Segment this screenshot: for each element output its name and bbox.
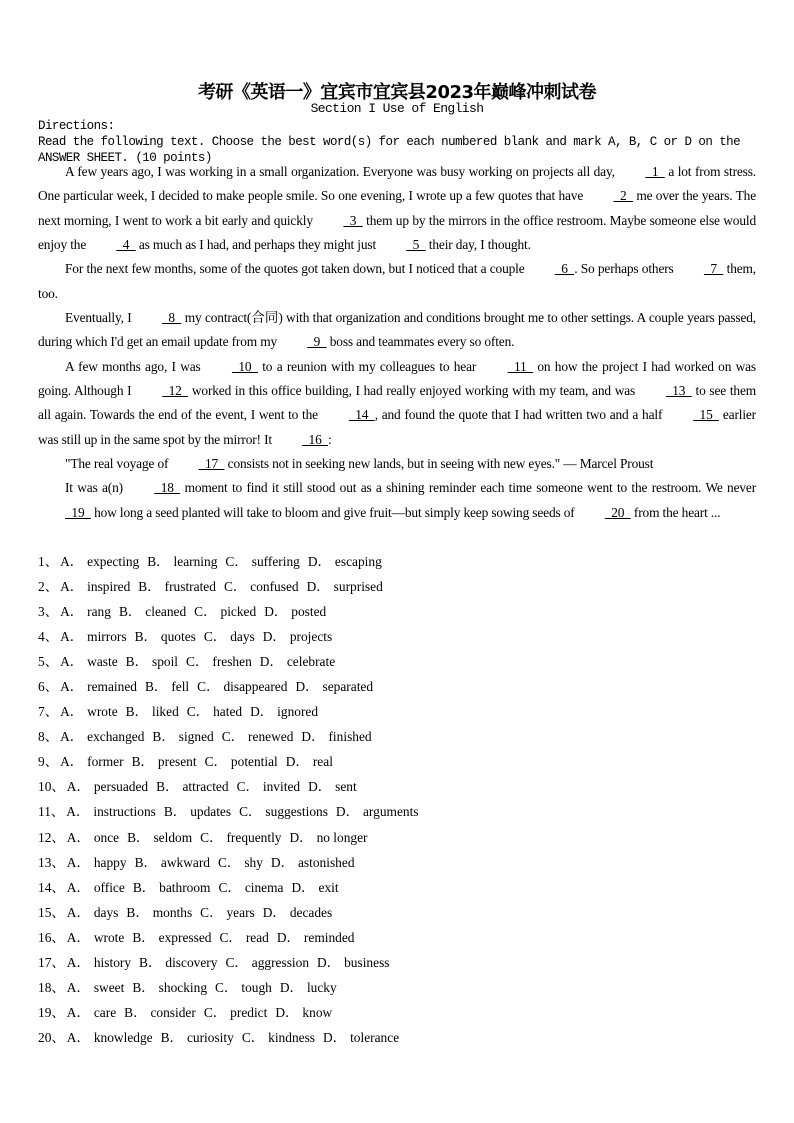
option-text: renewed — [248, 729, 294, 745]
option-letter: B． — [134, 854, 157, 870]
option-text: expecting — [87, 554, 140, 569]
passage-paragraph: A few months ago, I was 10 to a reunion with my colleagues to hear 11 on how the project I had worked on was going. Although I 12 worked in this office building, I had really enjoyed working with my team, and was 13 to see them all again. Towards the end of the event, I went to the 14 , and found the quote that I had written two and a half 15 earlier was still up in the same spot by the mirror! It 16 : — [38, 355, 756, 452]
option-text: history — [93, 954, 132, 970]
option-text: present — [157, 754, 197, 770]
passage-paragraph: A few years ago, I was working in a small organization. Everyone was busy working on projects all day, 1 a lot from stress. One particular week, I decided to make people smile. So one evening, I wrote up a few quotes that have 2 me over the years. The next morning, I went to work a bit early and quickly 3 them up by the mirrors in the office restroom. Maybe someone else would enjoy the 4 as much as I had, and perhaps they might just 5 their day, I thought. — [38, 160, 756, 257]
option-text: lucky — [306, 979, 337, 995]
option-letter: B． — [118, 604, 142, 620]
option-letter: D． — [335, 804, 359, 820]
question-1 — [38, 549, 419, 574]
option-text: expressed — [158, 929, 212, 945]
option-letter: A． — [60, 579, 84, 595]
option-letter: A． — [66, 829, 90, 845]
blank-18: 18 — [154, 480, 181, 496]
option-letter: C． — [200, 904, 223, 920]
option-text: posted — [291, 604, 327, 620]
question-8 — [38, 724, 419, 749]
passage-paragraph: "The real voyage of 17 consists not in seeking new lands, but in seeing with new eyes." — Marcel Proust — [38, 452, 756, 476]
option-text: waste — [87, 654, 118, 670]
option-text: decades — [289, 904, 333, 920]
question-18 — [38, 975, 419, 1000]
blank-16: 16 — [302, 431, 329, 447]
option-letter: C． — [200, 829, 223, 845]
option-text: quotes — [160, 629, 196, 645]
option-text: frequently — [226, 829, 282, 845]
blank-13: 13 — [665, 383, 692, 399]
option-letter: A． — [60, 679, 84, 695]
option-text: know — [302, 1004, 333, 1020]
option-letter: C． — [203, 1004, 227, 1020]
option-letter: B． — [144, 679, 168, 695]
section-title: Section I Use of English — [310, 101, 484, 116]
blank-12: 12 — [162, 383, 189, 399]
question-number: 13、 — [38, 854, 65, 870]
option-letter: D． — [307, 554, 331, 569]
blank-19: 19 — [65, 504, 91, 520]
option-letter: D． — [285, 754, 309, 770]
blank-6: 6 — [554, 261, 575, 277]
option-letter: A． — [60, 654, 84, 670]
option-text: astonished — [297, 854, 355, 870]
option-letter: A． — [66, 804, 90, 820]
option-text: instructions — [93, 804, 156, 820]
blank-7: 7 — [703, 261, 724, 277]
blank-5: 5 — [406, 237, 426, 253]
question-7 — [38, 699, 419, 724]
question-number: 2、 — [38, 579, 59, 595]
question-12 — [38, 825, 419, 850]
option-text: sweet — [93, 979, 125, 995]
option-letter: D． — [308, 779, 332, 795]
option-text: celebrate — [286, 654, 336, 670]
option-letter: B． — [160, 1029, 183, 1045]
option-text: sent — [335, 779, 357, 795]
option-text: business — [344, 954, 390, 970]
option-letter: A． — [60, 729, 84, 745]
option-letter: D． — [262, 629, 286, 645]
option-text: surprised — [333, 579, 383, 595]
option-text: predict — [230, 1004, 268, 1020]
option-letter: C． — [186, 704, 210, 720]
blank-15: 15 — [693, 407, 720, 423]
option-letter: D． — [264, 604, 288, 620]
question-options-list — [38, 549, 419, 1050]
question-20 — [38, 1025, 419, 1050]
option-letter: B． — [163, 804, 187, 820]
question-number: 5、 — [38, 654, 59, 670]
option-text: projects — [289, 629, 333, 645]
option-letter: D． — [289, 829, 313, 845]
option-text: seldom — [153, 829, 193, 845]
option-letter: A． — [60, 704, 84, 720]
option-letter: C． — [239, 804, 262, 820]
option-text: tolerance — [350, 1029, 400, 1045]
option-letter: C． — [194, 604, 217, 620]
option-letter: A． — [60, 629, 84, 645]
directions-text: Read the following text. Choose the best word(s) for each numbered blank and mark A, B, C or D on the ANSWER SHEET. (10 points) — [38, 135, 741, 165]
option-letter: B． — [138, 579, 161, 595]
blank-17: 17 — [198, 456, 225, 472]
option-letter: D． — [270, 854, 294, 870]
question-2 — [38, 574, 419, 599]
option-letter: C． — [223, 579, 247, 595]
option-text: attracted — [182, 779, 229, 795]
option-letter: D． — [323, 1029, 347, 1045]
option-text: freshen — [212, 654, 252, 670]
option-text: once — [93, 829, 120, 845]
option-text: suffering — [251, 554, 300, 569]
option-letter: C． — [186, 654, 209, 670]
question-number: 15、 — [38, 904, 65, 920]
option-letter: B． — [139, 954, 162, 970]
option-letter: C． — [217, 854, 241, 870]
option-letter: B． — [147, 554, 170, 569]
blank-14: 14 — [348, 407, 375, 423]
option-letter: A． — [66, 979, 90, 995]
option-letter: A． — [66, 1029, 90, 1045]
option-letter: B． — [134, 629, 157, 645]
option-text: ignored — [277, 704, 319, 720]
option-letter: A． — [60, 554, 84, 569]
option-text: suggestions — [265, 804, 328, 820]
question-5 — [38, 649, 419, 674]
option-letter: D． — [276, 929, 300, 945]
blank-9: 9 — [307, 334, 327, 350]
question-number: 18、 — [38, 979, 65, 995]
option-letter: D． — [301, 729, 325, 745]
directions-label: Directions: — [38, 119, 115, 133]
option-letter: D． — [317, 954, 341, 970]
blank-20: 20 — [604, 504, 631, 520]
option-text: former — [87, 754, 124, 770]
option-text: cinema — [244, 879, 284, 895]
option-text: cleaned — [145, 604, 187, 620]
option-text: signed — [178, 729, 214, 745]
option-text: years — [226, 904, 255, 920]
question-number: 12、 — [38, 829, 65, 845]
option-letter: D． — [275, 1004, 299, 1020]
question-number: 17、 — [38, 954, 65, 970]
option-text: escaping — [334, 554, 382, 569]
option-text: tough — [241, 979, 272, 995]
question-number: 19、 — [38, 1004, 65, 1020]
option-text: inspired — [87, 579, 131, 595]
question-number: 16、 — [38, 929, 65, 945]
question-16 — [38, 925, 419, 950]
question-6 — [38, 674, 419, 699]
option-text: reminded — [303, 929, 355, 945]
option-letter: C． — [204, 754, 227, 770]
question-number: 9、 — [38, 754, 59, 770]
option-letter: B． — [127, 829, 150, 845]
option-letter: B． — [131, 754, 154, 770]
option-letter: B． — [132, 929, 155, 945]
question-17 — [38, 950, 419, 975]
option-letter: A． — [66, 879, 90, 895]
option-letter: C． — [219, 929, 242, 945]
option-text: aggression — [251, 954, 310, 970]
option-text: disappeared — [223, 679, 288, 695]
option-text: potential — [230, 754, 278, 770]
question-number: 14、 — [38, 879, 65, 895]
option-text: frustrated — [164, 579, 216, 595]
blank-10: 10 — [231, 358, 258, 374]
option-letter: C． — [218, 879, 241, 895]
option-letter: D． — [279, 979, 303, 995]
option-letter: A． — [66, 779, 90, 795]
option-text: hated — [213, 704, 243, 720]
option-text: shocking — [158, 979, 208, 995]
option-text: arguments — [362, 804, 419, 820]
blank-11: 11 — [507, 358, 533, 374]
cloze-passage — [38, 160, 756, 525]
option-text: learning — [173, 554, 218, 569]
question-9 — [38, 749, 419, 774]
option-text: rang — [87, 604, 111, 620]
question-10 — [38, 774, 419, 799]
blank-2: 2 — [613, 188, 633, 204]
option-letter: C． — [197, 679, 220, 695]
option-letter: B． — [132, 879, 156, 895]
option-text: confused — [250, 579, 299, 595]
question-4 — [38, 624, 419, 649]
blank-1: 1 — [645, 164, 665, 179]
option-text: wrote — [87, 704, 118, 720]
option-letter: B． — [125, 654, 148, 670]
option-letter: C． — [241, 1029, 265, 1045]
option-text: persuaded — [93, 779, 149, 795]
question-14 — [38, 875, 419, 900]
option-text: shy — [244, 854, 263, 870]
question-number: 4、 — [38, 629, 59, 645]
option-text: updates — [190, 804, 232, 820]
question-number: 20、 — [38, 1029, 65, 1045]
option-text: exit — [318, 879, 339, 895]
question-number: 1、 — [38, 554, 59, 569]
option-text: knowledge — [93, 1029, 153, 1045]
option-text: days — [230, 629, 255, 645]
option-text: real — [312, 754, 333, 770]
question-number: 8、 — [38, 729, 59, 745]
option-text: kindness — [268, 1029, 316, 1045]
option-letter: B． — [125, 704, 148, 720]
passage-paragraph: For the next few months, some of the quotes got taken down, but I noticed that a couple 6 . So perhaps others 7 them, too. — [38, 257, 756, 306]
option-text: spoil — [151, 654, 179, 670]
option-letter: D． — [291, 879, 315, 895]
option-letter: C． — [215, 979, 238, 995]
option-letter: A． — [66, 904, 90, 920]
option-letter: D． — [259, 654, 283, 670]
option-letter: B． — [132, 979, 155, 995]
question-19 — [38, 1000, 419, 1025]
option-letter: B． — [156, 779, 179, 795]
option-text: consider — [150, 1004, 196, 1020]
question-number: 10、 — [38, 779, 65, 795]
option-text: days — [93, 904, 119, 920]
option-text: separated — [322, 679, 374, 695]
option-text: invited — [262, 779, 301, 795]
question-number: 11、 — [38, 804, 65, 820]
option-text: remained — [87, 679, 137, 695]
blank-8: 8 — [161, 310, 182, 326]
question-number: 7、 — [38, 704, 59, 720]
option-text: fell — [171, 679, 190, 695]
option-text: finished — [328, 729, 372, 745]
option-letter: C． — [203, 629, 227, 645]
option-text: bathroom — [159, 879, 211, 895]
option-text: awkward — [160, 854, 210, 870]
option-text: happy — [93, 854, 127, 870]
option-letter: D． — [295, 679, 319, 695]
option-text: exchanged — [87, 729, 145, 745]
question-number: 3、 — [38, 604, 59, 620]
option-text: liked — [151, 704, 179, 720]
option-text: office — [93, 879, 125, 895]
question-15 — [38, 900, 419, 925]
option-text: wrote — [93, 929, 125, 945]
passage-paragraph: It was a(n) 18 moment to find it still stood out as a shining reminder each time someone went to the restroom. We never 19 how long a seed planted will take to bloom and give fruit—but simply keep sowing seeds of 20 from the heart ... — [38, 476, 756, 525]
option-letter: C． — [225, 954, 248, 970]
option-letter: C． — [221, 729, 245, 745]
option-text: read — [245, 929, 269, 945]
blank-4: 4 — [116, 237, 136, 253]
option-letter: B． — [124, 1004, 147, 1020]
option-letter: A． — [66, 929, 90, 945]
question-3 — [38, 599, 419, 624]
option-letter: B． — [152, 729, 175, 745]
option-letter: C． — [225, 554, 248, 569]
option-text: care — [93, 1004, 117, 1020]
passage-paragraph: Eventually, I 8 my contract(合同) with that organization and conditions brought me to other settings. A couple years passed, during which I'd get an email update from my 9 boss and teammates every so often. — [38, 306, 756, 355]
question-11 — [38, 799, 419, 824]
option-letter: A． — [66, 954, 90, 970]
option-text: mirrors — [87, 629, 127, 645]
question-number: 6、 — [38, 679, 59, 695]
option-letter: D． — [250, 704, 274, 720]
option-letter: C． — [236, 779, 259, 795]
option-letter: A． — [66, 1004, 90, 1020]
option-letter: A． — [60, 604, 84, 620]
option-text: discovery — [165, 954, 218, 970]
option-text: curiosity — [186, 1029, 234, 1045]
option-text: no longer — [316, 829, 368, 845]
option-letter: A． — [66, 854, 90, 870]
option-text: picked — [220, 604, 257, 620]
option-letter: D． — [262, 904, 286, 920]
option-text: months — [152, 904, 193, 920]
question-13 — [38, 850, 419, 875]
exam-title: 考研《英语一》宜宾市宜宾县2023年巅峰冲刺试卷 — [197, 82, 597, 103]
option-letter: B． — [126, 904, 149, 920]
option-letter: D． — [306, 579, 330, 595]
blank-3: 3 — [343, 212, 363, 228]
option-letter: A． — [60, 754, 84, 770]
